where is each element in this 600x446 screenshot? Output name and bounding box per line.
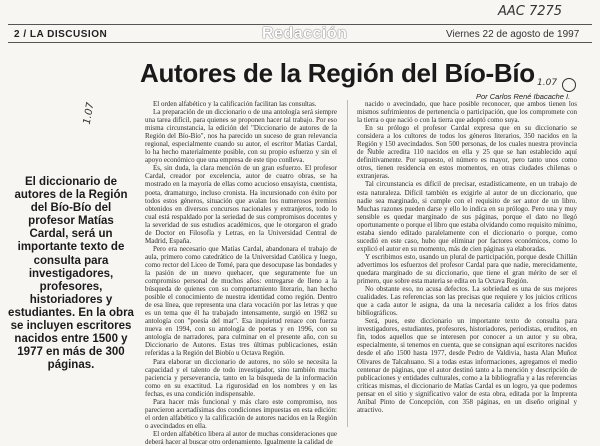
- body-paragraph: Para hacer más funcional y más claro este compromiso, nos parecieron acertadísimas dos condiciones impuestas en esta edición: el orden alfabético y la calificación de autores nacidos en la Región o avecindados en ella.: [145, 397, 337, 430]
- body-paragraph: Para elaborar un diccionario de autores, no sólo se necesita la capacidad y el talento de todo investigador, sino también mucha paciencia y perseverancia, tanto en la búsqueda de la información como en su exactitud. La rigurosidad en los nombres y en las fechas, es una condición indispensable.: [145, 357, 337, 398]
- body-paragraph: Pero era necesario que Matías Cardal, abandonara el trabajo de aula, primero como catedrático de la Universidad Católica y luego, como rector del Liceo de Tomé, para que desocupase las bondades y la pasión de un nuevo quehacer, que seguramente fue un compromiso personal de muchos años: entregarse de lleno a la búsqueda de quienes con su comportamiento literario, han hecho posible el conocimiento de nuestra identidad como región. Dentro de esa línea, que representa una clara vocación por las letras y que es un tema que él ha trabajado intensamente, surgió en 1982 su antología con "poesía del mar". Esa inquietud renace con fuerza nueva en 1994, con su antología de poetas y en 1996, con su antología de narradores, para culminar en el presente año, con su Diccionario de Autores. Estas tres últimas publicaciones, están referidas a la Región del Biobío u Octava Región.: [145, 244, 337, 358]
- article-byline: Por Carlos René Ibacache I.: [476, 92, 571, 101]
- page-label: 2 / LA DISCUSION: [14, 29, 108, 40]
- body-paragraph: Será, pues, este diccionario un importante texto de consulta para investigadores, estudiantes, profesores, historiadores, periodistas, eruditos, en fin, todos aquellos que se interesen por conocer a un autor y su obra, especialmente, si tenemos en cuenta, que se consignan aquí escritores nacidos desde el año 1500 hasta 1977, desde Pedro de Valdivia, hasta Alan Muñoz Olivares de Talcahuano. Si a todas estas informaciones, agregamos el medio centenar de páginas, que el autor destinó tanto a la mención y descripción de publicaciones y entidades culturales, como a la bibliografía y a las referencias críticas mismas, el diccionario de Matías Cardal es un logro, ya que podemos pensar en el sitio y significativo valor de esta obra, editada por la Imprenta Aníbal Pinto de Concepción, con 358 páginas, en un diseño original y atractivo.: [357, 317, 577, 414]
- body-paragraph: La preparación de un diccionario o de una antología será siempre una tarea difícil, para quienes se proponen hacer tal trabajo. Por eso misma circunstancia, la edición del "Diccionario de autores de la Región del Bío-Bío", nos ha parecido un suceso de gran relevancia regional, especialmente cuando su autor, el escritor Matías Cardal, lo ha hecho materialmente posible, con su propio esfuerzo y sin el apoyo económico que una empresa de este tipo conlleva.: [145, 108, 337, 165]
- body-paragraph: En su prólogo el profesor Cardal expresa que en su diccionario se considera a los cultores de todos los géneros literarios, 350 nacidos en la Región y 150 avecindados. Son 500 personas, de los cuales nuestra provincia de Ñuble acredita 110 nacidos en ella y 25 que se han establecido aquí definitivamente. Por supuesto, el número es mayor, pero tanto unos como otros, tienen residencia en estos momentos, en otras ciudades chilenas o extranjeras.: [357, 124, 577, 181]
- handwritten-catalog-code: AAC 7275: [498, 4, 563, 19]
- body-paragraph: No obstante eso, no acusa defectos. La sobriedad es una de sus mejores cualidades. Las referencias son las precisas que requiere y los juicios críticos que a cada autor le asigna, da una la necesaria calidez a los fríos datos bibliográficos.: [357, 285, 577, 318]
- handwritten-corner-note: 1.07: [537, 78, 558, 88]
- body-paragraph: Es, sin duda, la clara mención de un gran esfuerzo. El profesor Cardal, creador por excelencia, autor de cuatro obras, se ha mostrado en la mayoría de ellas como acucioso ensayista, cuentista, poeta, dramaturgo, incluso cronista. Ha incursionado con éxito por todos estos géneros, situación que avalan los numerosos premios obtenidos en diversos concursos nacionales y extranjeros, todo lo cual está respaldado por la seriedad de sus compromisos docentes y la severidad de sus estudios académicos, que le otorgaron el grado de Doctor en Filosofía y Letras, en la Universidad Central de Madrid, España.: [145, 164, 337, 245]
- body-paragraph: Y escribimos esto, usando un plural de participación, porque desde Chillán advertimos los esfuerzos del profesor Cardal para que nadie, merecidamente, quedara marginado de su diccionario, que tiene el gran mérito de ser el primero, que sobre esta materia se edita en la Octava Región.: [357, 252, 577, 286]
- body-paragraph: El orden alfabético libera al autor de muchas consideraciones que deberá hacer al buscar otro ordenamiento. Igualmente la calidad de: [145, 429, 337, 446]
- handwritten-circle-mark: [562, 78, 576, 92]
- column-divider: [347, 100, 348, 427]
- article-lead: El diccionario de autores de la Región del Bío-Bío del profesor Matías Cardal, será un importante texto de consulta para investigadores, profesores, historiadores y estudiantes. En la obra se incluyen escritores nacidos entre 1500 y 1977 en más de 300 páginas.: [8, 176, 134, 372]
- handwritten-side-note: 1.07: [81, 101, 97, 126]
- body-paragraph: Tal circunstancia es difícil de precisar, estadísticamente, en un trabajo de esta naturaleza. Difícil también es exigirle al autor de un diccionario, que nadie sea marginado, si cumple con el requisito de ser autor de un libro. Muchas razones pueden darse y ello lo indica en su prólogo. Pero una y muy sensible es quedar marginado de sus páginas, porque el dato no llegó oportunamente o porque el libro que estaba olvidando como requisito mínimo, estaba siendo editado paralelamente con el diccionario o porque, como sucedió en este caso, hubo que eliminar por factores económicos, como lo explicó el autor en su momento, más de cien páginas ya elaboradas.: [357, 180, 577, 253]
- body-column-2: [357, 100, 577, 427]
- body-column-1: [145, 100, 337, 446]
- body-paragraph: nacido o avecindado, que hace posible reconocer, que ambos tienen los mismos sufrimientos de pertenencia o participación, que los compromete con la tierra o que nació o con la tierra que adoptó como suya.: [357, 100, 577, 125]
- section-title: Redacción: [262, 25, 348, 42]
- issue-date: Viernes 22 de agosto de 1997: [446, 29, 580, 40]
- header-bottom-rule: [8, 42, 592, 43]
- article-headline: Autores de la Región del Bío-Bío: [140, 58, 535, 88]
- body-paragraph: El orden alfabético y la calificación facilitan las consultas.: [153, 100, 317, 108]
